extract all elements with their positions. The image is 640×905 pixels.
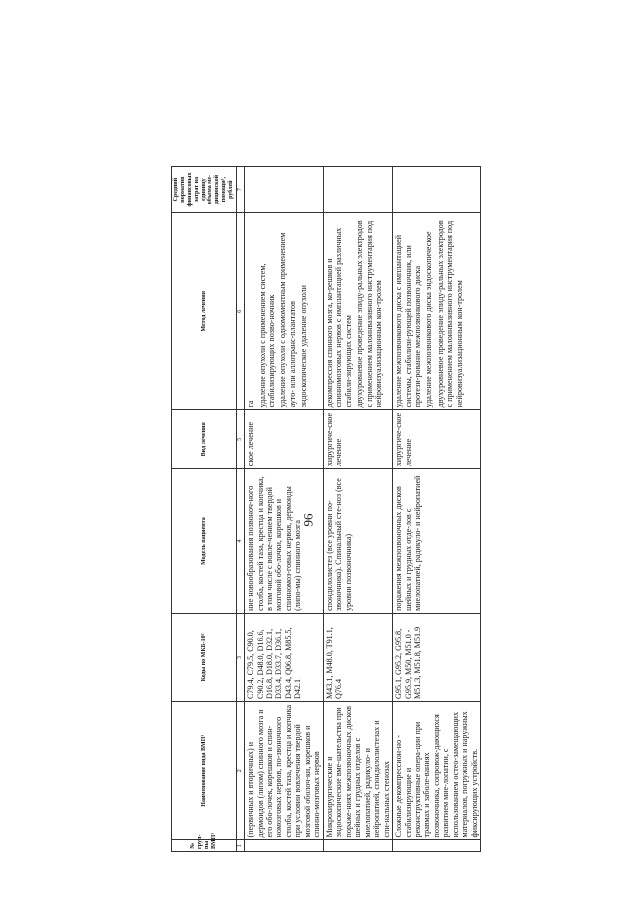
header-group: № груп-пы ВМП¹ [172, 840, 237, 852]
header-row [172, 167, 237, 852]
cell-cost [393, 167, 481, 213]
cell-name: (первичных и вторичных) и дермоидов (липом) спинного мозга и его обо-лочек, корешков и спин-номозговых нервов, по-звоночного столба, костей таза, крестца и копчика при условии вовлечения твердой мозговой оболоч-ки, корешков и спинно-мозговых нервов [245, 702, 324, 840]
header-codes: Коды по МКБ-10² [172, 613, 237, 701]
table-row [393, 167, 481, 852]
cell-codes: M43.1, M48.0, T91.1, Q76.4 [323, 613, 392, 701]
cell-methods [323, 213, 392, 410]
cell-model: ние новообразования позвоноч-ного столба, костей таза, крестца и копчика, в том числе с вовле-чением твердой мозговой обо-лочки, корешков и спинномоз-говых нервов, дермоиды (липо-мы) спинного мозга [245, 469, 324, 614]
table-row [323, 167, 392, 852]
cell-treatment: ское лечение [245, 410, 324, 469]
header-treatment: Вид лечения [172, 410, 237, 469]
cell-cost [245, 167, 324, 213]
cell-codes: G95.1, G95.2, G95.8, G95.9, M50, M51.0 - M51.3, M51.8, M51.9 [393, 613, 481, 701]
cell-cost [323, 167, 392, 213]
method-item: удаление межпозвонкового диска эндоскопическое [424, 231, 434, 408]
col-number: 7 [237, 167, 245, 213]
cell-model: спондилолистез (все уровни по-звоночника). Спинальный сте-ноз (все уровни позвоночника) [323, 469, 392, 614]
col-number: 3 [237, 613, 245, 701]
method-item: декомпрессия спинного мозга, ко-решков и спинномозговых нервов с имплантацией различных стабили-зирующих систем [324, 227, 353, 408]
header-name: Наименование вида ВМП¹ [172, 702, 237, 840]
cell-methods [245, 213, 324, 410]
col-number: 2 [237, 702, 245, 840]
method-item: удаление опухоли с применением систем, стабилизирующих позво-ночник [257, 263, 276, 408]
column-number-row [237, 167, 245, 852]
cell-group [393, 840, 481, 852]
col-number: 4 [237, 469, 245, 614]
cell-codes: C79.4, C79.5, C90.0, C90.2, D48.0, D16.6, D16.8, D18.0, D32.1, D33.4, D33.7, D36.1, D43.4, Q06.8, M85.5, D42.1 [245, 613, 324, 701]
method-item: двухуровневое проведение эпиду-ральных электродов с применением малоинвазивного инструментария под нейровизуализационным кон-тролем [435, 220, 464, 408]
cell-group [323, 840, 392, 852]
cell-group [245, 840, 324, 852]
cell-methods [393, 213, 481, 410]
cell-treatment: хирургиче-ское лечение [393, 410, 481, 469]
vmp-table [171, 166, 479, 852]
cell-name: Сложные декомпрессион-но - стабилизирующие и реконструктивные опера-ции при травмах и заболе-ваниях позвоночника, сопровож-дающихся развитием мие-лопатии, с использованием остео-замещающих материалов, погружных и наружных фиксирующих устройств. [393, 702, 481, 840]
table-row [245, 167, 324, 852]
header-method: Метод лечения [172, 213, 237, 410]
cell-name: Микрохирургические и эндоскопические вме-шательства при пораже-ниях межпозвоночных дисков шейных и грудных отделов с миелопатией, радикуло- и нейропатией, спондилолистезах и спи-нальных стенозах [323, 702, 392, 840]
method-item: удаление опухоли с одномоментным применением ауто- или аллотранс-плантатов [278, 232, 297, 408]
col-number: 1 [237, 840, 245, 852]
col-number: 5 [237, 410, 245, 469]
page-number: 96 [300, 513, 316, 527]
col-number: 6 [237, 213, 245, 410]
method-item: удаление межпозвонкового диска с имплантацией системы, стабилизи-рующей позвоночник, или протези-рование межпозвонкового диска [394, 234, 422, 408]
cell-treatment: хирургиче-ское лечение [323, 410, 392, 469]
method-item: двухуровневое проведение эпиду-ральных электродов с применением малоинвазивного инструментария под нейровизуализационным кон-тролем [355, 220, 384, 408]
method-item: эндоскопическое удаление опухоли [299, 284, 309, 408]
header-cost: Средний норматив финансовых затрат на единицу объема ме-дицинской помощи³, рублей [172, 167, 237, 213]
header-model: Модель пациента [172, 469, 237, 614]
cell-model: поражения межпозвоночных дисков шейных и грудных отде-лов с миелопатией, радикуло- и нейропатией [393, 469, 481, 614]
method-item: га [246, 400, 256, 408]
